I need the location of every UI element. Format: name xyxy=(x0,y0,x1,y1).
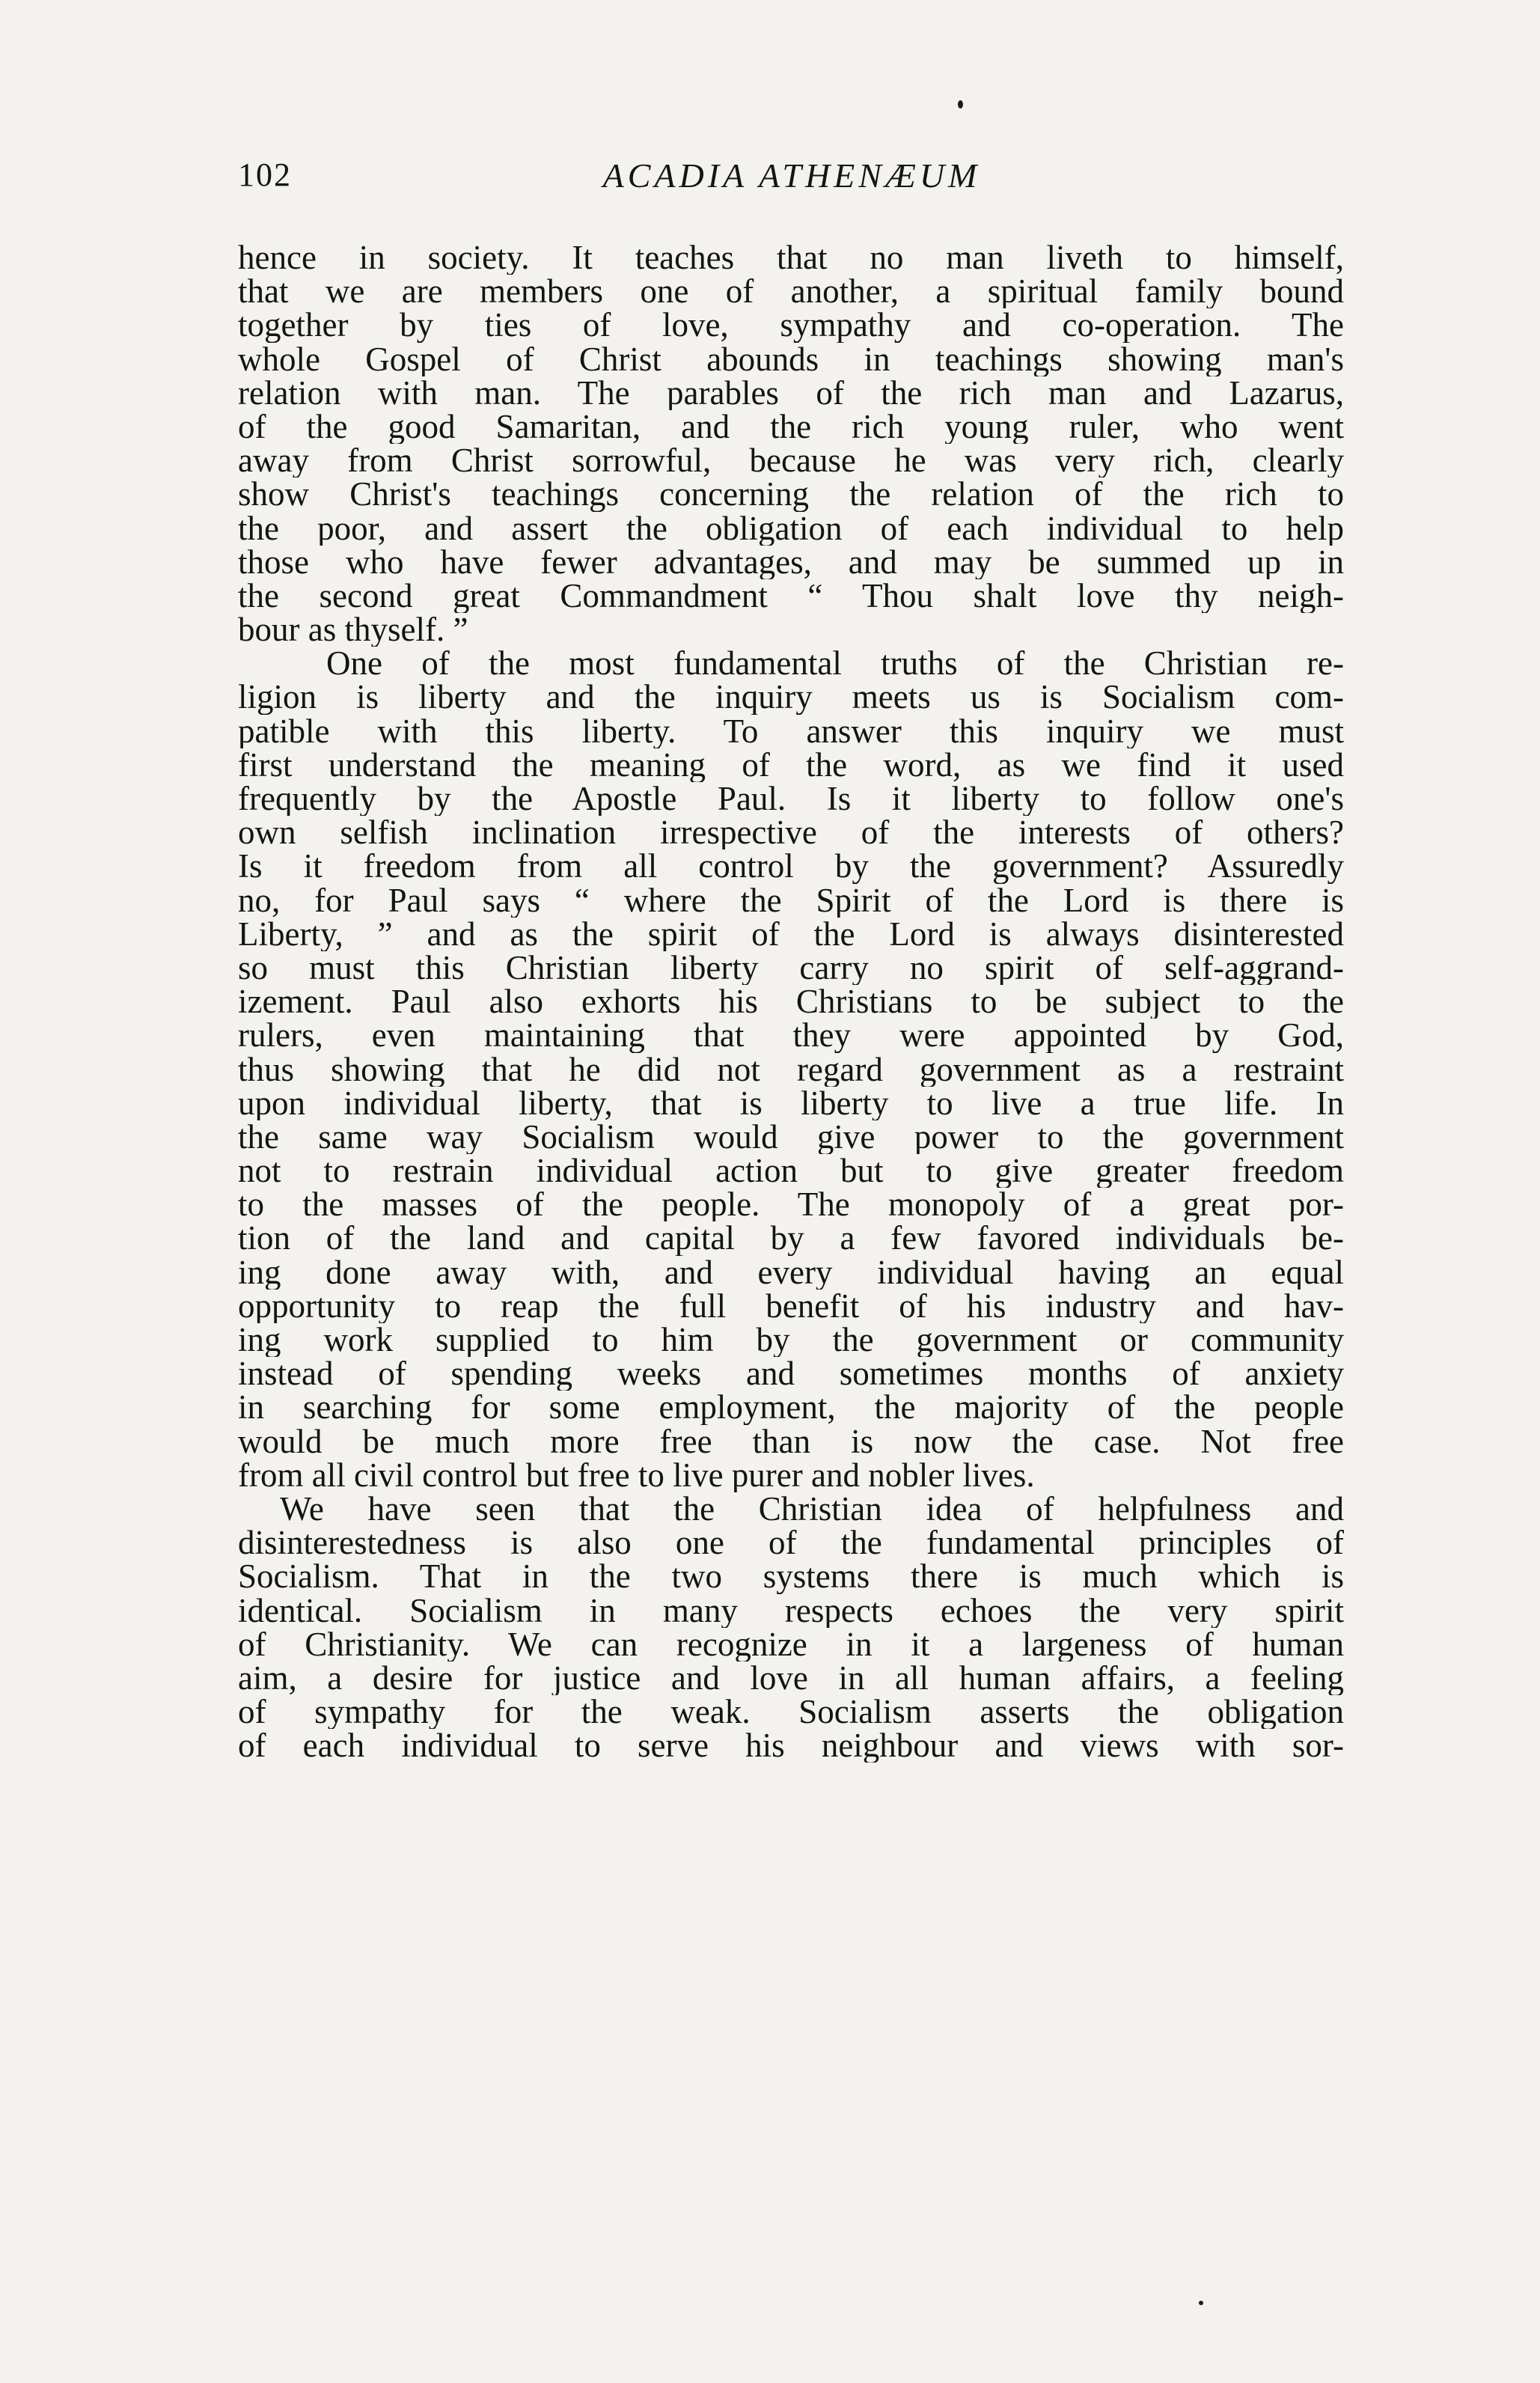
text-line: so must this Christian liberty carry no spirit of self-aggrand- xyxy=(238,951,1344,986)
text-line: that we are members one of another, a spiritual family bound xyxy=(238,275,1344,309)
paragraph-start-line: We have seen that the Christian idea of helpfulness and xyxy=(280,1492,1344,1527)
page-header xyxy=(238,156,1345,201)
text-line: rulers, even maintaining that they were appointed by God, xyxy=(238,1019,1344,1053)
text-line: patible with this liberty. To answer this inquiry we must xyxy=(238,714,1344,748)
text-line: Is it freedom from all control by the government? Assuredly xyxy=(238,849,1344,884)
running-head: ACADIA ATHENÆUM xyxy=(602,156,981,195)
text-line: the poor, and assert the obligation of each individual to help xyxy=(238,511,1344,546)
text-line: ligion is liberty and the inquiry meets us is Socialism com- xyxy=(238,680,1344,715)
text-line: Liberty, ” and as the spirit of the Lord is always disinterested xyxy=(238,917,1344,951)
text-line: first understand the meaning of the word, as we find it used xyxy=(238,748,1344,782)
text-line: those who have fewer advantages, and may be summed up in xyxy=(238,545,1344,579)
text-line: of each individual to serve his neighbour and views with sor- xyxy=(238,1729,1344,1763)
text-line: to the masses of the people. The monopoly of a great por- xyxy=(238,1188,1344,1222)
text-line: of Christianity. We can recognize in it a largeness of human xyxy=(238,1627,1344,1662)
text-line: in searching for some employment, the majority of the people xyxy=(238,1391,1344,1425)
text-line: together by ties of love, sympathy and co-operation. The xyxy=(238,308,1344,343)
text-line: no, for Paul says “ where the Spirit of the Lord is there is xyxy=(238,883,1344,918)
text-line: frequently by the Apostle Paul. Is it liberty to follow one's xyxy=(238,782,1344,817)
text-line: opportunity to reap the full benefit of his industry and hav- xyxy=(238,1289,1344,1323)
text-line: disinterestedness is also one of the fundamental principles of xyxy=(238,1526,1344,1560)
ink-speck xyxy=(1199,2301,1203,2305)
body-text xyxy=(238,241,1344,1763)
ink-speck xyxy=(958,100,963,109)
text-line: instead of spending weeks and sometimes months of anxiety xyxy=(238,1357,1344,1391)
paragraph-start-line: One of the most fundamental truths of the Christian re- xyxy=(326,647,1344,681)
text-line: away from Christ sorrowful, because he was very rich, clearly xyxy=(238,444,1344,478)
page-number: 102 xyxy=(238,156,292,193)
text-line: own selfish inclination irrespective of the interests of others? xyxy=(238,816,1344,850)
text-line: aim, a desire for justice and love in all human affairs, a feeling xyxy=(238,1661,1344,1696)
text-line: from all civil control but free to live purer and nobler lives. xyxy=(238,1458,1035,1492)
text-line: tion of the land and capital by a few favored individuals be- xyxy=(238,1221,1344,1256)
text-line: izement. Paul also exhorts his Christians to be subject to the xyxy=(238,985,1344,1019)
text-line: the second great Commandment “ Thou shalt love thy neigh- xyxy=(238,579,1344,614)
text-line: whole Gospel of Christ abounds in teachings showing man's xyxy=(238,342,1344,376)
text-line: relation with man. The parables of the rich man and Lazarus, xyxy=(238,376,1344,410)
text-line: of the good Samaritan, and the rich young ruler, who went xyxy=(238,409,1344,445)
text-line: show Christ's teachings concerning the relation of the rich to xyxy=(238,477,1344,512)
text-line: ing work supplied to him by the government or community xyxy=(238,1323,1344,1358)
text-line: bour as thyself. ” xyxy=(238,613,468,647)
text-line: would be much more free than is now the case. Not free xyxy=(238,1424,1344,1459)
text-line: ing done away with, and every individual having an equal xyxy=(238,1255,1344,1290)
text-line: not to restrain individual action but to give greater freedom xyxy=(238,1154,1344,1189)
text-line: hence in society. It teaches that no man liveth to himself, xyxy=(238,241,1344,275)
text-line: thus showing that he did not regard government as a restraint xyxy=(238,1052,1344,1087)
text-line: identical. Socialism in many respects echoes the very spirit xyxy=(238,1593,1344,1628)
text-line: upon individual liberty, that is liberty to live a true life. In xyxy=(238,1086,1344,1120)
text-line: the same way Socialism would give power to the government xyxy=(238,1120,1344,1155)
text-line: of sympathy for the weak. Socialism asserts the obligation xyxy=(238,1695,1344,1730)
text-line: Socialism. That in the two systems there is much which is xyxy=(238,1560,1344,1594)
